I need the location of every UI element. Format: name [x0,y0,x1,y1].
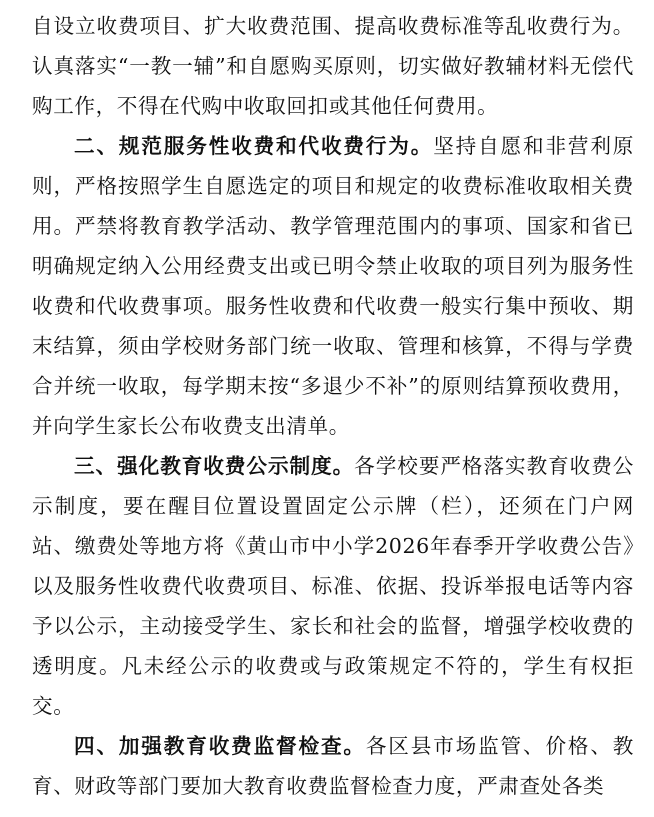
paragraph-text: 自设立收费项目、扩大收费范围、提高收费标准等乱收费行为。认真落实“一教一辅”和自愿购买原则，切实做好教辅材料无偿代购工作，不得在代购中收取回扣或其他任何费用。 [32,14,634,118]
paragraph-text: 各学校要严格落实教育收费公示制度，要在醒目位置设置固定公示牌（栏），还须在门户网站、缴费处等地方将《黄山市中小学2026年春季开学收费公告》以及服务性收费代收费项目、标准、依据、投诉举报电话等内容予以公示，主动接受学生、家长和社会的监督，增强学校收费的透明度。凡未经公示的收费或与政策规定不符的，学生有权拒交。 [32,454,634,718]
paragraph-continuation [32,6,634,126]
section-heading-4: 四、加强教育收费监督检查。 [74,734,366,758]
paragraph-text: 坚持自愿和非营利原则，严格按照学生自愿选定的项目和规定的收费标准收取相关费用。严禁将教育教学活动、教学管理范围内的事项、国家和省已明确规定纳入公用经费支出或已明令禁止收取的项目列为服务性收费和代收费事项。服务性收费和代收费一般实行集中预收、期末结算，须由学校财务部门统一收取、管理和核算，不得与学费合并统一收取，每学期末按“多退少不补”的原则结算预收费用，并向学生家长公布收费支出清单。 [32,134,634,438]
paragraph-service-fees [32,126,634,446]
section-heading-2: 二、规范服务性收费和代收费行为。 [74,134,434,158]
paragraph-fee-disclosure [32,446,634,726]
section-heading-3: 三、强化教育收费公示制度。 [74,454,355,478]
paragraph-text: 各区县市场监管、价格、教育、财政等部门要加大教育收费监督检查力度，严肃查处各类 [32,734,634,798]
paragraph-supervision [32,726,634,806]
